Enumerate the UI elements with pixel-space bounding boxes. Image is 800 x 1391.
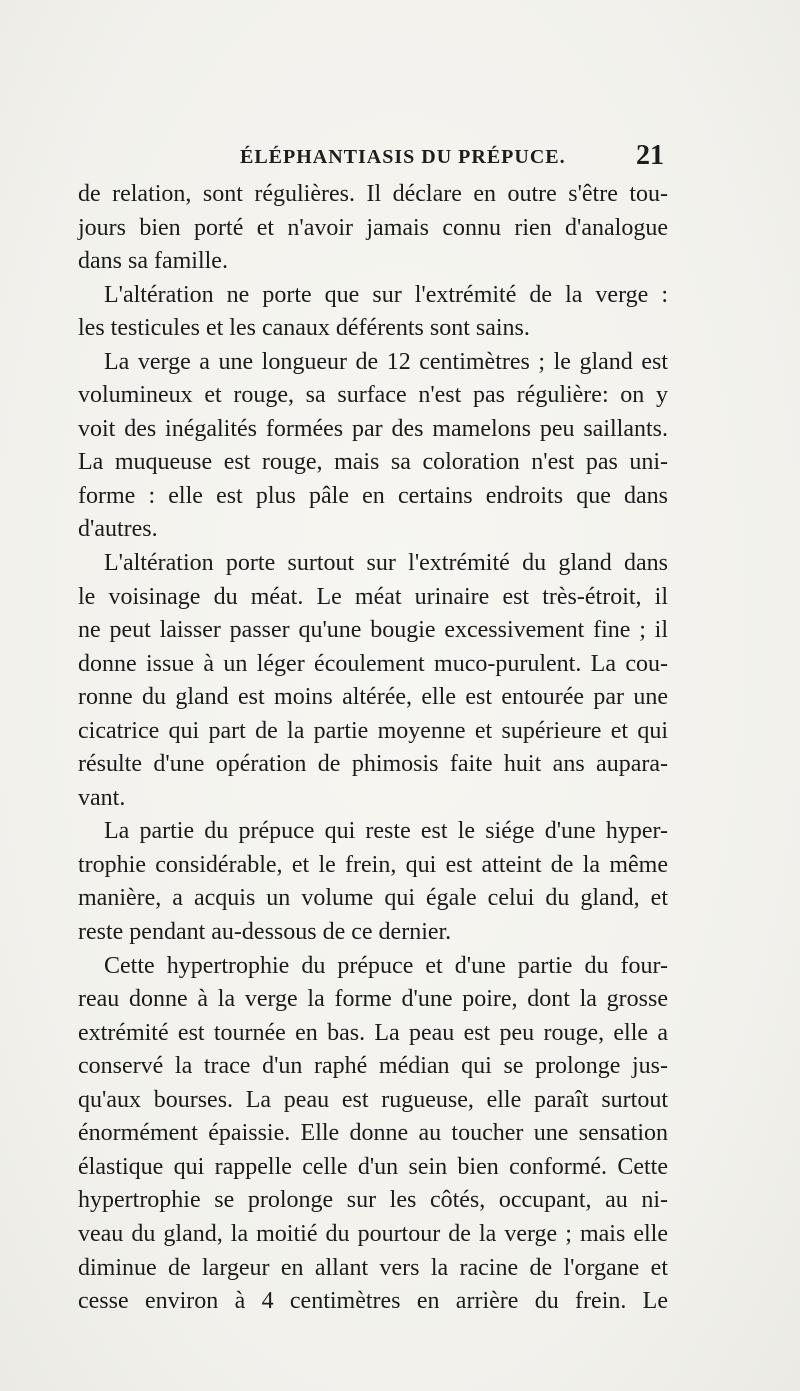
text-line: dans sa famille. (78, 248, 228, 275)
text-line: La verge a une longueur de 12 centimètres ; le gland est (104, 348, 668, 375)
text-line: donne issue à un léger écoulement muco-purulent. La cou- (78, 650, 668, 677)
page-header (78, 140, 668, 176)
text-line: veau du gland, la moitié du pourtour de la verge ; mais elle (78, 1220, 668, 1247)
running-title: ÉLÉPHANTIASIS DU PRÉPUCE. (240, 146, 566, 168)
text-line: diminue de largeur en allant vers la racine de l'organe et (78, 1254, 668, 1281)
text-line: reau donne à la verge la forme d'une poire, dont la grosse (78, 986, 668, 1013)
text-line: ne peut laisser passer qu'une bougie excessivement fine ; il (78, 617, 668, 644)
text-line: conservé la trace d'un raphé médian qui se prolonge jus- (78, 1053, 668, 1080)
text-line: cicatrice qui part de la partie moyenne et supérieure et qui (78, 717, 668, 744)
text-line: volumineux et rouge, sa surface n'est pas régulière: on y (78, 382, 668, 409)
text-line: énormément épaissie. Elle donne au toucher une sensation (78, 1120, 668, 1147)
text-line: forme : elle est plus pâle en certains endroits que dans (78, 482, 668, 509)
text-line: trophie considérable, et le frein, qui est atteint de la même (78, 851, 668, 878)
text-line: qu'aux bourses. La peau est rugueuse, elle paraît surtout (78, 1086, 668, 1113)
text-line: voit des inégalités formées par des mamelons peu saillants. (78, 415, 668, 442)
text-line: L'altération ne porte que sur l'extrémité de la verge : (104, 281, 668, 308)
text-line: les testicules et les canaux déférents sont sains. (78, 315, 530, 342)
text-line: jours bien porté et n'avoir jamais connu rien d'analogue (78, 214, 668, 241)
text-line: hypertrophie se prolonge sur les côtés, occupant, au ni- (78, 1187, 668, 1214)
text-line: manière, a acquis un volume qui égale celui du gland, et (78, 885, 668, 912)
text-line: extrémité est tournée en bas. La peau est peu rouge, elle a (78, 1019, 668, 1046)
text-line: La muqueuse est rouge, mais sa coloration n'est pas uni- (78, 449, 668, 476)
text-line: L'altération porte surtout sur l'extrémité du gland dans (104, 550, 668, 577)
text-line: d'autres. (78, 516, 158, 543)
page-number: 21 (636, 140, 664, 171)
text-line: La partie du prépuce qui reste est le siége d'une hyper- (104, 818, 668, 845)
text-line: de relation, sont régulières. Il déclare en outre s'être tou- (78, 181, 668, 207)
text-line: le voisinage du méat. Le méat urinaire est très-étroit, il (78, 583, 668, 610)
text-line: ronne du gland est moins altérée, elle est entourée par une (78, 684, 668, 711)
text-line: résulte d'une opération de phimosis faite huit ans aupara- (78, 751, 668, 778)
text-line: reste pendant au-dessous de ce dernier. (78, 919, 452, 946)
text-line: cesse environ à 4 centimètres en arrière du frein. Le (78, 1288, 668, 1315)
text-line: élastique qui rappelle celle d'un sein bien conformé. Cette (78, 1153, 668, 1180)
text-line: vant. (78, 784, 126, 811)
body-text (78, 178, 668, 1319)
text-line: Cette hypertrophie du prépuce et d'une partie du four- (104, 952, 668, 979)
